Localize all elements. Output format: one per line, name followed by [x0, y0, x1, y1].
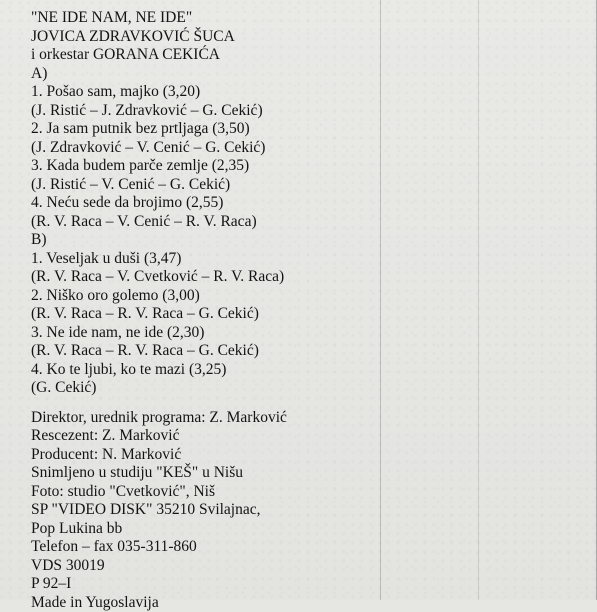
production-credit: Direktor, urednik programa: Z. Marković: [31, 409, 287, 428]
credit-line: (J. Ristić – V. Cenić – G. Cekić): [31, 176, 287, 195]
artist-name: JOVICA ZDRAVKOVIĆ ŠUCA: [31, 28, 287, 47]
track-line: 3. Ne ide nam, ne ide (2,30): [31, 324, 287, 343]
credit-line: (G. Cekić): [31, 379, 287, 398]
section-spacer: [31, 398, 287, 409]
album-title: "NE IDE NAM, NE IDE": [31, 9, 287, 28]
credit-line: (R. V. Raca – V. Cenić – R. V. Raca): [31, 213, 287, 232]
publisher-address: Pop Lukina bb: [31, 520, 287, 539]
country-of-origin: Made in Yugoslavija: [31, 594, 287, 612]
side-a-label: A): [31, 65, 287, 84]
side-b-label: B): [31, 231, 287, 250]
publisher-line: SP "VIDEO DISK" 35210 Svilajnac,: [31, 501, 287, 520]
credit-line: (J. Ristić – J. Zdravković – G. Cekić): [31, 102, 287, 121]
track-line: 1. Pošao sam, majko (3,20): [31, 83, 287, 102]
production-credit: Rescezent: Z. Marković: [31, 427, 287, 446]
inlay-text: [31, 9, 287, 612]
track-line: 4. Neću sede da brojimo (2,55): [31, 194, 287, 213]
fold-line: [380, 0, 381, 600]
catalog-number: VDS 30019: [31, 557, 287, 576]
credit-line: (R. V. Raca – V. Cvetković – R. V. Raca): [31, 268, 287, 287]
track-line: 2. Niško oro golemo (3,00): [31, 287, 287, 306]
production-credit: Foto: studio "Cvetković", Niš: [31, 483, 287, 502]
release-code: P 92–I: [31, 575, 287, 594]
credit-line: (J. Zdravković – V. Cenić – G. Cekić): [31, 139, 287, 158]
orchestra-name: i orkestar GORANA CEKIĆA: [31, 46, 287, 65]
credit-line: (R. V. Raca – R. V. Raca – G. Cekić): [31, 305, 287, 324]
credit-line: (R. V. Raca – R. V. Raca – G. Cekić): [31, 342, 287, 361]
track-line: 4. Ko te ljubi, ko te mazi (3,25): [31, 361, 287, 380]
track-line: 2. Ja sam putnik bez prtljaga (3,50): [31, 120, 287, 139]
production-credit: Producent: N. Marković: [31, 446, 287, 465]
track-line: 1. Veseljak u duši (3,47): [31, 250, 287, 269]
fold-line: [478, 0, 479, 600]
track-line: 3. Kada budem parče zemlje (2,35): [31, 157, 287, 176]
production-credit: Snimljeno u studiju "KEŠ" u Nišu: [31, 464, 287, 483]
publisher-phone: Telefon – fax 035-311-860: [31, 538, 287, 557]
